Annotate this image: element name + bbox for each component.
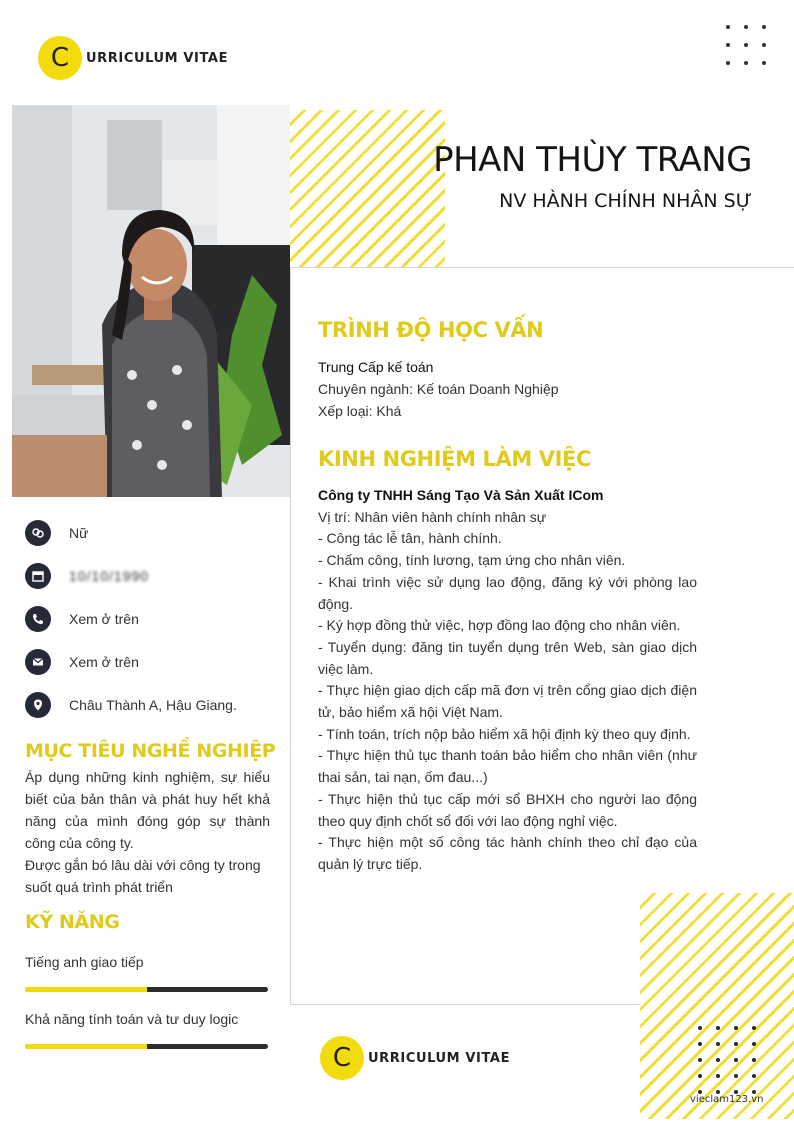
experience-item: - Thực hiện một số công tác hành chính theo chỉ đạo của quản lý trực tiếp. [318,834,697,872]
logo-text: URRICULUM VITAE [368,1050,511,1066]
email-text: Xem ở trên [69,653,139,670]
experience-item: - Thực hiện thủ tục thanh toán bảo hiểm cho nhân viên (như thai sản, tai nạn, ốm đau...) [318,747,697,786]
experience-company: Công ty TNHH Sáng Tạo Và Sản Xuất ICom [318,487,604,503]
experience-heading: KINH NGHIỆM LÀM VIỆC [318,447,591,471]
decor-dots-top [726,25,766,65]
experience-body [318,485,697,876]
experience-item: - Chấm công, tính lương, tạm ứng cho nhân viên. [318,552,626,569]
divider-bottom [290,1004,640,1005]
objective-paragraph: Áp dụng những kinh nghiệm, sự hiểu biết của bản thân và phát huy hết khả năng của mình đóng góp sự thành công của công ty. [25,769,270,851]
skill-label: Tiếng anh giao tiếp [25,954,144,970]
skill-label: Khả năng tính toán và tư duy logic [25,1011,239,1027]
objective-heading: MỤC TIÊU NGHỀ NGHIỆP [25,740,276,762]
address-text: Châu Thành A, Hậu Giang. [69,696,237,713]
cv-logo [38,36,228,80]
logo-text: URRICULUM VITAE [86,50,229,66]
divider-horizontal [290,267,794,268]
contact-gender [25,511,237,554]
education-heading: TRÌNH ĐỘ HỌC VẤN [318,318,544,342]
profile-photo [12,105,290,497]
decor-stripes-top [290,110,445,267]
contact-phone [25,597,237,640]
education-body [318,356,559,422]
education-degree: Trung Cấp kế toán [318,359,434,375]
gender-text: Nữ [69,524,89,541]
gender-icon [25,520,51,546]
watermark: vieclam123.vn [690,1094,764,1105]
skill-item [25,954,268,992]
experience-item: - Công tác lễ tân, hành chính. [318,530,502,547]
education-major: Chuyên ngành: Kế toán Doanh Nghiệp [318,381,559,397]
cv-logo-footer [320,1036,510,1080]
experience-item: - Tính toán, trích nộp bảo hiểm xã hội định kỳ theo quy định. [318,725,691,742]
experience-item: - Thực hiện giao dịch cấp mã đơn vị trên cổng giao dịch điện tử, bảo hiểm xã hội Việt Nam. [318,682,697,721]
birthdate-text: 10/10/1990 [69,567,150,584]
experience-item: - Ký hợp đồng thử việc, hợp đồng lao động cho nhân viên. [318,617,681,634]
logo-circle: C [38,36,82,80]
candidate-name: PHAN THÙY TRANG [433,140,752,180]
skill-bar-fill [25,987,147,992]
location-pin-icon [25,692,51,718]
skill-item [25,1011,268,1049]
decor-dots-bottom [698,1026,756,1094]
skills-heading: KỸ NĂNG [25,911,120,933]
contact-birthdate [25,554,237,597]
logo-circle: C [320,1036,364,1080]
phone-icon [25,606,51,632]
skill-bar [25,1044,268,1049]
education-rank: Xếp loại: Khá [318,403,402,419]
calendar-icon [25,563,51,589]
mail-icon [25,649,51,675]
candidate-position: NV HÀNH CHÍNH NHÂN SỰ [499,190,752,212]
skill-bar [25,987,268,992]
objective-paragraph: Được gắn bó lâu dài với công ty trong suốt quá trình phát triển [25,857,261,895]
contact-list [25,511,237,726]
experience-item: - Thực hiện thủ tục cấp mới sổ BHXH cho người lao động theo quy định chốt sổ đối với lao động nghỉ việc. [318,790,697,829]
contact-address [25,683,237,726]
phone-text: Xem ở trên [69,610,139,627]
objective-body [25,766,270,898]
experience-item: - Tuyển dụng: đăng tin tuyển dụng trên Web, sàn giao dịch việc làm. [318,638,697,677]
divider-vertical [290,267,291,1005]
experience-item: - Khai trình việc sử dụng lao động, đăng ký với phòng lao động. [318,573,697,612]
skill-bar-fill [25,1044,147,1049]
contact-email [25,640,237,683]
experience-role: Vị trí: Nhân viên hành chính nhân sự [318,508,547,525]
